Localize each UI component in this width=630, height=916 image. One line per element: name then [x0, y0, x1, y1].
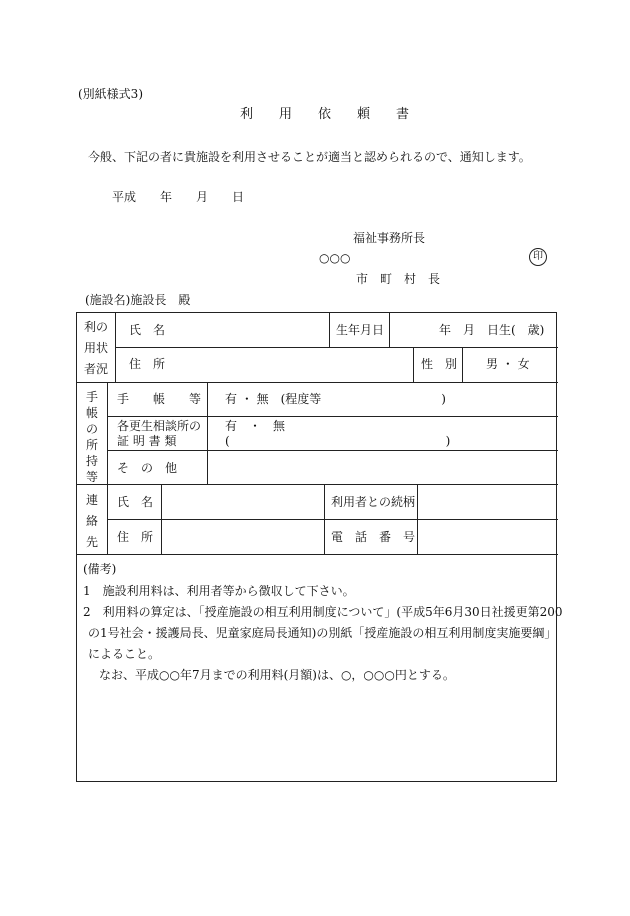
- consultation-value-1: 有 ・ 無: [225, 419, 286, 433]
- consultation-label-1: 各更生相談所の: [117, 419, 202, 433]
- handbook-row-label: 手 帳 等: [117, 392, 202, 406]
- dob-label: 生年月日: [336, 323, 385, 337]
- phone-label: 電 話 番 号: [331, 530, 416, 544]
- other-label: そ の 他: [117, 461, 178, 475]
- city-mayor: 市 町 村 長: [356, 272, 441, 286]
- issuer-placeholder: ○○○: [319, 251, 351, 265]
- date-line: 平成 年 月 日: [112, 190, 245, 204]
- intro-text: 今般、下記の者に貴施設を利用させることが適当と認められるので、通知します。: [88, 150, 531, 164]
- consultation-value-2: ( ): [225, 434, 451, 448]
- form-number: (別紙様式3): [78, 87, 143, 101]
- consultation-label-2: 証 明 書 類: [117, 434, 177, 448]
- document-title: 利 用 依 頼 書: [240, 107, 410, 122]
- dob-value: 年 月 日生( 歳): [439, 323, 545, 337]
- user-name-label: 氏 名: [129, 323, 166, 337]
- contact-name-label: 氏 名: [117, 495, 154, 509]
- handbook-row-value: 有 ・ 無 (程度等 ): [225, 392, 446, 406]
- note-2-line-2: の1号社会・援護局長、児童家庭局長通知)の別紙「授産施設の相互利用制度実施要綱」: [88, 626, 557, 640]
- relation-label: 利用者との続柄: [331, 495, 416, 509]
- request-form-table: 利の 用状 者況 氏 名 生年月日 年 月 日生( 歳) 住 所 性 別 男 ・ 女 手 帳 の 所 持 等 手 帳 等 有 ・ 無 (程度等 ) 各更生相談所の 証 明 書 類 有 ・ 無 ( ) そ の 他 連 絡 先 氏 名 利用者との続柄 住 所 電 話 番 号 (備考) 1 施設利用料は、利用者等から徴収して下さい。 2 利用料の算定は、「授産施設の相互利用制度について」(平成5年6月30日社援更第200 の1号社会・援護局長、児童家庭局長通知)の別紙「授産施設の相互利用制度実施要綱」 によること。 なお、平成○○年7月までの利用料(月額)は、○，○○○円とする。: [76, 312, 557, 782]
- notes-heading: (備考): [83, 562, 117, 576]
- addressee: (施設名)施設長 殿: [85, 293, 191, 307]
- note-2-line-1: 2 利用料の算定は、「授産施設の相互利用制度について」(平成5年6月30日社援更第200: [83, 605, 563, 619]
- note-2-line-3: によること。: [88, 647, 161, 661]
- gender-label: 性 別: [421, 357, 458, 371]
- note-3: なお、平成○○年7月までの利用料(月額)は、○，○○○円とする。: [99, 668, 455, 682]
- user-address-label: 住 所: [129, 357, 166, 371]
- note-1: 1 施設利用料は、利用者等から徴収して下さい。: [83, 584, 355, 598]
- gender-value: 男 ・ 女: [486, 357, 530, 371]
- seal-icon: 印: [529, 248, 547, 266]
- contact-address-label: 住 所: [117, 530, 154, 544]
- office-name: 福祉事務所長: [353, 231, 426, 245]
